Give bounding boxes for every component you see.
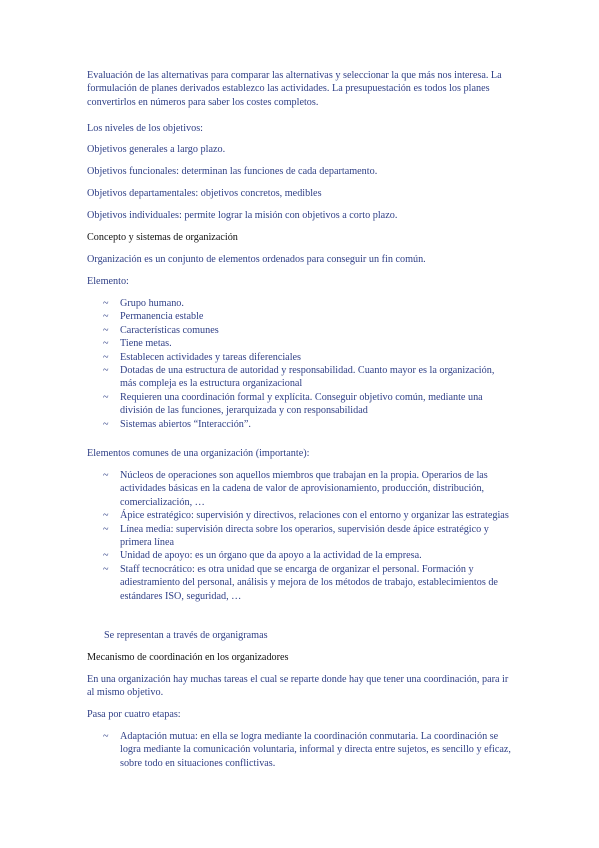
list-item xyxy=(87,469,512,509)
dash-bullet: ~ xyxy=(103,298,109,309)
dash-bullet: ~ xyxy=(103,311,109,323)
tareas-paragraph: En una organización hay muchas tareas el cual se reparte donde hay que tener una coordinación, para ir al mismo objetivo. xyxy=(87,674,509,699)
dash-bullet: ~ xyxy=(103,351,109,363)
heading-concepto: Concepto y sistemas de organización xyxy=(87,232,238,243)
list-item xyxy=(87,523,512,550)
elementos-list xyxy=(87,297,512,431)
heading-mecanismo: Mecanismo de coordinación en los organizadores xyxy=(87,652,289,663)
list-item-text: Sistemas abiertos “Interacción”. xyxy=(120,418,251,430)
list-item xyxy=(87,351,512,364)
objetivos-generales: Objetivos generales a largo plazo. xyxy=(87,144,226,155)
list-item-text: Requieren una coordinación formal y explícita. Conseguir objetivo común, mediante una división de las funciones, jerarquizada y con responsabilidad xyxy=(120,391,483,417)
list-item xyxy=(87,418,512,431)
list-item xyxy=(87,337,512,350)
organizacion-paragraph: Organización es un conjunto de elementos ordenados para conseguir un fin común. xyxy=(87,254,426,265)
objetivos-departamentales: Objetivos departamentales: objetivos concretos, medibles xyxy=(87,188,322,199)
list-item-text: Staff tecnocrático: es otra unidad que se encarga de organizar el personal. Formación y adiestramiento del personal, análisis y mejora de los métodos de trabajo, establecimientos de estándares ISO, seguridad, … xyxy=(120,563,498,602)
niveles-paragraph: Los niveles de los objetivos: xyxy=(87,123,204,134)
list-item-text: Ápice estratégico: supervisión y directivos, relaciones con el entorno y organizar las estrategias xyxy=(120,510,509,522)
list-item xyxy=(87,364,512,391)
dash-bullet: ~ xyxy=(103,550,109,562)
dash-bullet: ~ xyxy=(103,510,109,522)
list-item-text: Características comunes xyxy=(120,324,219,336)
list-item xyxy=(87,391,512,418)
intro-paragraph: Evaluación de las alternativas para comparar las alternativas y seleccionar la que más nos interesa. La formulación de planes derivados establezco las actividades. La presupuestación es todos los planes convertirlos en números para saber los costes completos. xyxy=(87,70,502,108)
dash-bullet: ~ xyxy=(103,338,109,350)
etapas-list xyxy=(87,730,512,770)
dash-bullet: ~ xyxy=(103,470,109,481)
list-item-text: Dotadas de una estructura de autoridad y responsabilidad. Cuanto mayor es la organización, más compleja es la estructura organizacional xyxy=(120,365,495,390)
comunes-paragraph: Elementos comunes de una organización (importante): xyxy=(87,448,310,459)
list-item xyxy=(87,324,512,337)
etapas-label: Pasa por cuatro etapas: xyxy=(87,709,181,720)
objetivos-individuales: Objetivos individuales: permite lograr la misión con objetivos a corto plazo. xyxy=(87,210,398,221)
list-item-text: Línea media: supervisión directa sobre los operarios, supervisión desde ápice estratégico y primera línea xyxy=(120,523,489,549)
dash-bullet: ~ xyxy=(103,391,109,403)
list-item-text: Unidad de apoyo: es un órgano que da apoyo a la actividad de la empresa. xyxy=(120,550,422,562)
dash-bullet: ~ xyxy=(103,365,109,377)
organigramas-paragraph: Se representan a través de organigramas xyxy=(104,630,268,641)
dash-bullet: ~ xyxy=(103,523,109,535)
list-item-text: Establecen actividades y tareas diferenciales xyxy=(120,351,302,363)
list-item-text: Grupo humano. xyxy=(120,298,184,309)
list-item xyxy=(87,563,512,603)
list-item-text: Adaptación mutua: en ella se logra mediante la coordinación conmutaria. La coordinación se logra mediante la comunicación voluntaria, informal y directa entre sujetos, es sencillo y eficaz, sobre todo en situaciones conflictivas. xyxy=(120,731,511,769)
list-item xyxy=(87,509,512,522)
list-item-text: Tiene metas. xyxy=(120,338,172,350)
dash-bullet: ~ xyxy=(103,731,109,742)
list-item xyxy=(87,297,512,310)
list-item xyxy=(87,549,512,562)
list-item xyxy=(87,310,512,323)
list-item-text: Permanencia estable xyxy=(120,311,204,323)
list-item xyxy=(87,730,512,770)
comunes-list xyxy=(87,469,512,603)
elemento-label: Elemento: xyxy=(87,276,129,287)
objetivos-funcionales: Objetivos funcionales: determinan las funciones de cada departamento. xyxy=(87,166,378,177)
dash-bullet: ~ xyxy=(103,324,109,336)
dash-bullet: ~ xyxy=(103,563,109,575)
list-item-text: Núcleos de operaciones son aquellos miembros que trabajan en la propia. Operarios de las actividades básicas en la cadena de valor de aprovisionamiento, producción, distribución, comercialización, … xyxy=(120,470,488,508)
dash-bullet: ~ xyxy=(103,418,109,430)
